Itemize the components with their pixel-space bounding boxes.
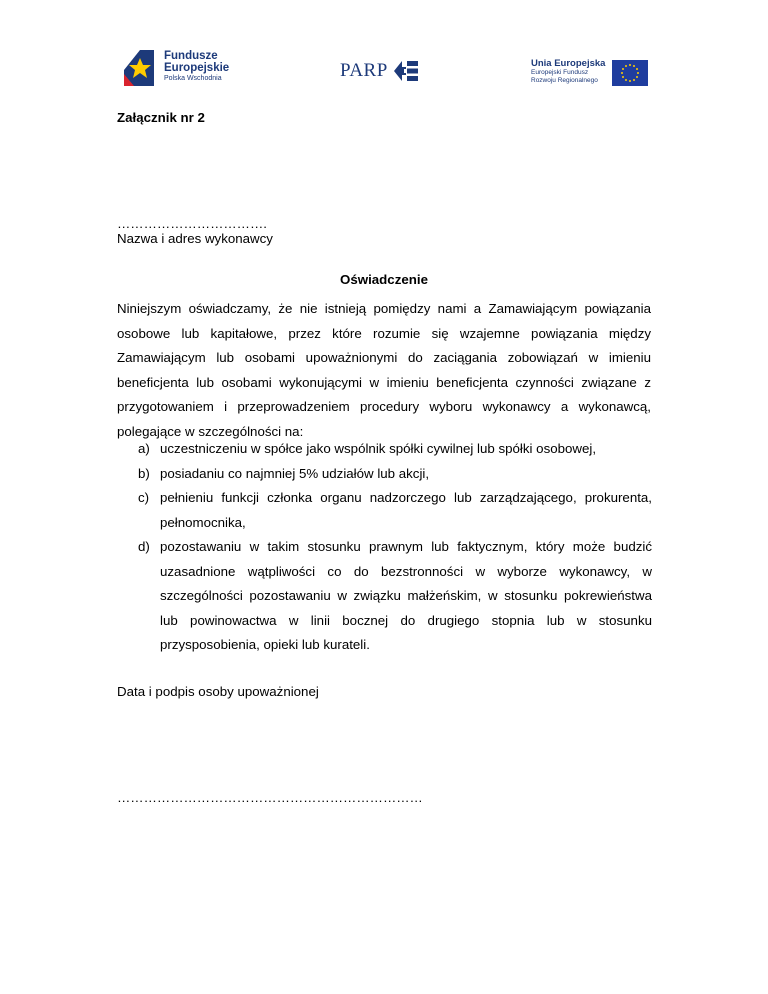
fundusze-line3: Polska Wschodnia — [164, 75, 222, 82]
signature-label: Data i podpis osoby upoważnionej — [117, 684, 319, 699]
list-item-marker: b) — [138, 465, 150, 481]
fundusze-line1: Fundusze — [164, 50, 218, 62]
list-item-text: pozostawaniu w takim stosunku prawnym lub faktycznym, który może budzić uzasadnione wątpliwości co do bezstronności w wyborze wykonawcy, w szczególności pozostawaniu w związku małżeńskim, w stosunku pokrewieństwa lub powinowactwa w linii bocznej do drugiego stopnia lub w stosunku przysposobienia, opieki lub kurateli. — [160, 539, 652, 652]
signature-dots-line: …………………………………………………………… — [117, 790, 423, 805]
conditions-list — [138, 437, 652, 658]
list-item-text: posiadaniu co najmniej 5% udziałów lub akcji, — [160, 465, 430, 481]
ue-line3: Rozwoju Regionalnego — [531, 77, 598, 84]
eu-flag-icon — [612, 60, 648, 86]
list-item — [138, 535, 652, 658]
list-item-marker: c) — [138, 490, 150, 505]
contractor-dots-line: ……………………………. — [117, 216, 267, 231]
list-item-marker: d) — [138, 539, 150, 554]
attachment-heading: Załącznik nr 2 — [117, 110, 205, 125]
unia-europejska-logo — [531, 58, 651, 88]
parp-logo-text: PARP — [340, 60, 388, 81]
contractor-label: Nazwa i adres wykonawcy — [117, 231, 273, 246]
list-item-text: uczestniczeniu w spółce jako wspólnik spółki cywilnej lub spółki osobowej, — [160, 441, 597, 456]
ue-line2: Europejski Fundusz — [531, 69, 589, 76]
list-item — [138, 437, 652, 462]
ue-line1: Unia Europejska — [531, 58, 606, 69]
list-item-text: pełnieniu funkcji członka organu nadzorczego lub zarządzającego, prokurenta, pełnomocnika, — [160, 490, 652, 530]
intro-paragraph — [117, 297, 651, 444]
list-item — [138, 486, 652, 535]
fundusze-europejskie-logo — [120, 48, 230, 92]
fundusze-star-icon — [120, 48, 158, 88]
parp-logo — [340, 56, 422, 86]
list-item-marker: a) — [138, 441, 150, 456]
parp-arrows-icon — [392, 58, 420, 84]
document-title: Oświadczenie — [340, 272, 428, 287]
fundusze-line2: Europejskie — [164, 62, 230, 74]
intro-text: Niniejszym oświadczamy, że nie istnieją pomiędzy nami a Zamawiającym powiązania osobowe lub kapitałowe, przez które rozumie się wzajemne powiązania między Zamawiającym lub osobami upoważnionymi do zaciągania zobowiązań w imieniu beneficjenta lub osobami wykonującymi w imieniu beneficjenta czynności związane z przygotowaniem i przeprowadzeniem procedury wyboru wykonawcy a wykonawcą, polegające w szczególności na: — [117, 301, 651, 439]
list-item — [138, 462, 652, 487]
